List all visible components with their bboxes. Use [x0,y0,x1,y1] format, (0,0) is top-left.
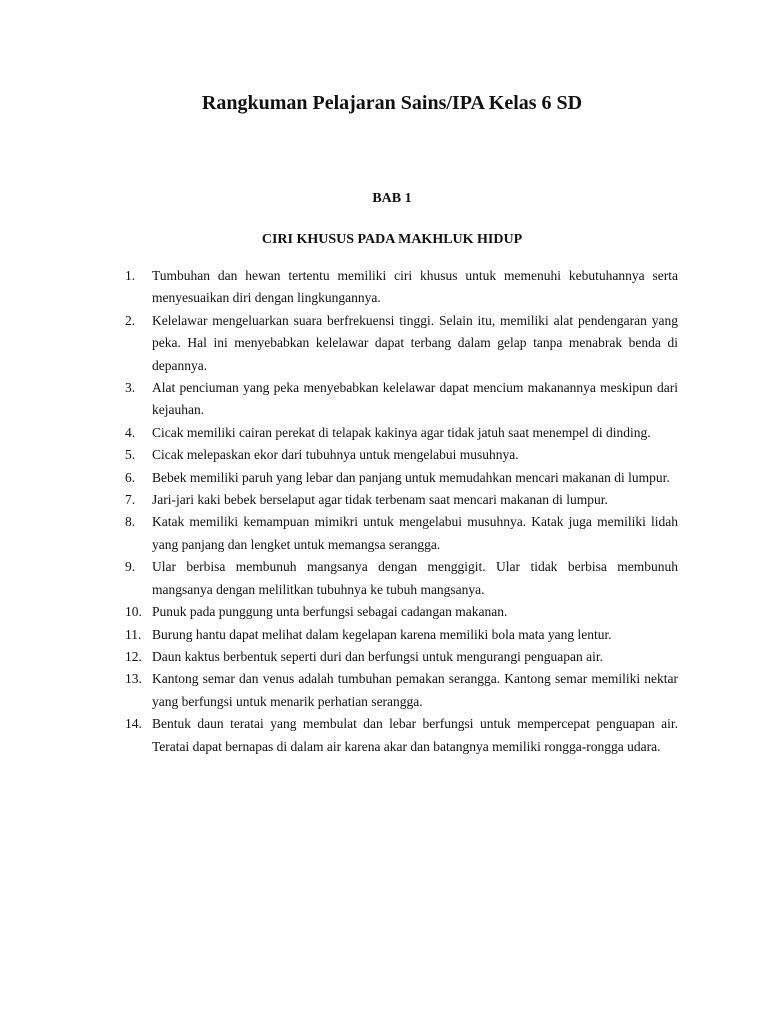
list-item-text: Kelelawar mengeluarkan suara berfrekuensi tinggi. Selain itu, memiliki alat pendengaran yang peka. Hal ini menyebabkan kelelawar dapat terbang dalam gelap tanpa menabrak benda di depannya. [152,312,678,373]
list-item-number: 4. [125,424,136,440]
document-title: Rangkuman Pelajaran Sains/IPA Kelas 6 SD [201,92,583,114]
list-item-text: Cicak memiliki cairan perekat di telapak kakinya agar tidak jatuh saat menempel di dinding. [152,424,651,440]
list-item-number: 3. [125,380,136,396]
chapter-number: BAB 1 [372,191,412,206]
list-item-text: Burung hantu dapat melihat dalam kegelapan karena memiliki bola mata yang lentur. [152,626,612,642]
list-item [125,624,678,646]
chapter-title: CIRI KHUSUS PADA MAKHLUK HIDUP [261,232,523,247]
list-item [125,646,678,668]
list-item-number: 9. [125,559,136,575]
list-item [125,310,678,377]
list-item [125,467,678,489]
list-item-text: Alat penciuman yang peka menyebabkan kelelawar dapat mencium makanannya meskipun dari kejauhan. [152,380,678,418]
list-item-text: Katak memiliki kemampuan mimikri untuk mengelabui musuhnya. Katak juga memiliki lidah yang panjang dan lengket untuk memangsa serangga. [152,514,678,552]
list-item-text: Punuk pada punggung unta berfungsi sebagai cadangan makanan. [152,604,508,620]
list-item-number: 12. [125,648,142,664]
list-item [125,668,678,713]
list-item-number: 2. [125,312,136,328]
list-item [125,377,678,422]
list-item [125,601,678,623]
list-item-number: 13. [125,671,142,687]
list-item-number: 10. [125,604,142,620]
list-item [125,444,678,466]
list-item [125,489,678,511]
list-item-text: Daun kaktus berbentuk seperti duri dan berfungsi untuk mengurangi penguapan air. [152,648,604,664]
list-item-text: Cicak melepaskan ekor dari tubuhnya untuk mengelabui musuhnya. [152,447,519,463]
list-item-text: Jari-jari kaki bebek berselaput agar tidak terbenam saat mencari makanan di lumpur. [152,492,608,508]
list-item [125,713,678,758]
list-item-text: Kantong semar dan venus adalah tumbuhan pemakan serangga. Kantong semar memiliki nektar yang berfungsi untuk menarik perhatian serangga. [152,671,678,709]
list-item-number: 8. [125,514,136,530]
list-item-number: 7. [125,492,136,508]
list-item-number: 14. [125,716,142,732]
numbered-list [125,265,678,758]
list-item-text: Tumbuhan dan hewan tertentu memiliki ciri khusus untuk memenuhi kebutuhannya serta menyesuaikan diri dengan lingkungannya. [152,268,678,306]
list-item [125,556,678,601]
list-item-number: 11. [125,626,142,642]
list-item-text: Bentuk daun teratai yang membulat dan lebar berfungsi untuk mempercepat penguapan air. Teratai dapat bernapas di dalam air karena akar dan batangnya memiliki rongga-rongga udara. [152,716,678,754]
list-item-number: 6. [125,469,136,485]
list-item [125,265,678,310]
list-item-text: Bebek memiliki paruh yang lebar dan panjang untuk memudahkan mencari makanan di lumpur. [152,469,670,485]
list-item [125,511,678,556]
list-item-text: Ular berbisa membunuh mangsanya dengan menggigit. Ular tidak berbisa membunuh mangsanya dengan melilitkan tubuhnya ke tubuh mangsanya. [152,559,678,597]
list-item [125,422,678,444]
list-item-number: 5. [125,447,136,463]
list-item-number: 1. [125,268,136,283]
